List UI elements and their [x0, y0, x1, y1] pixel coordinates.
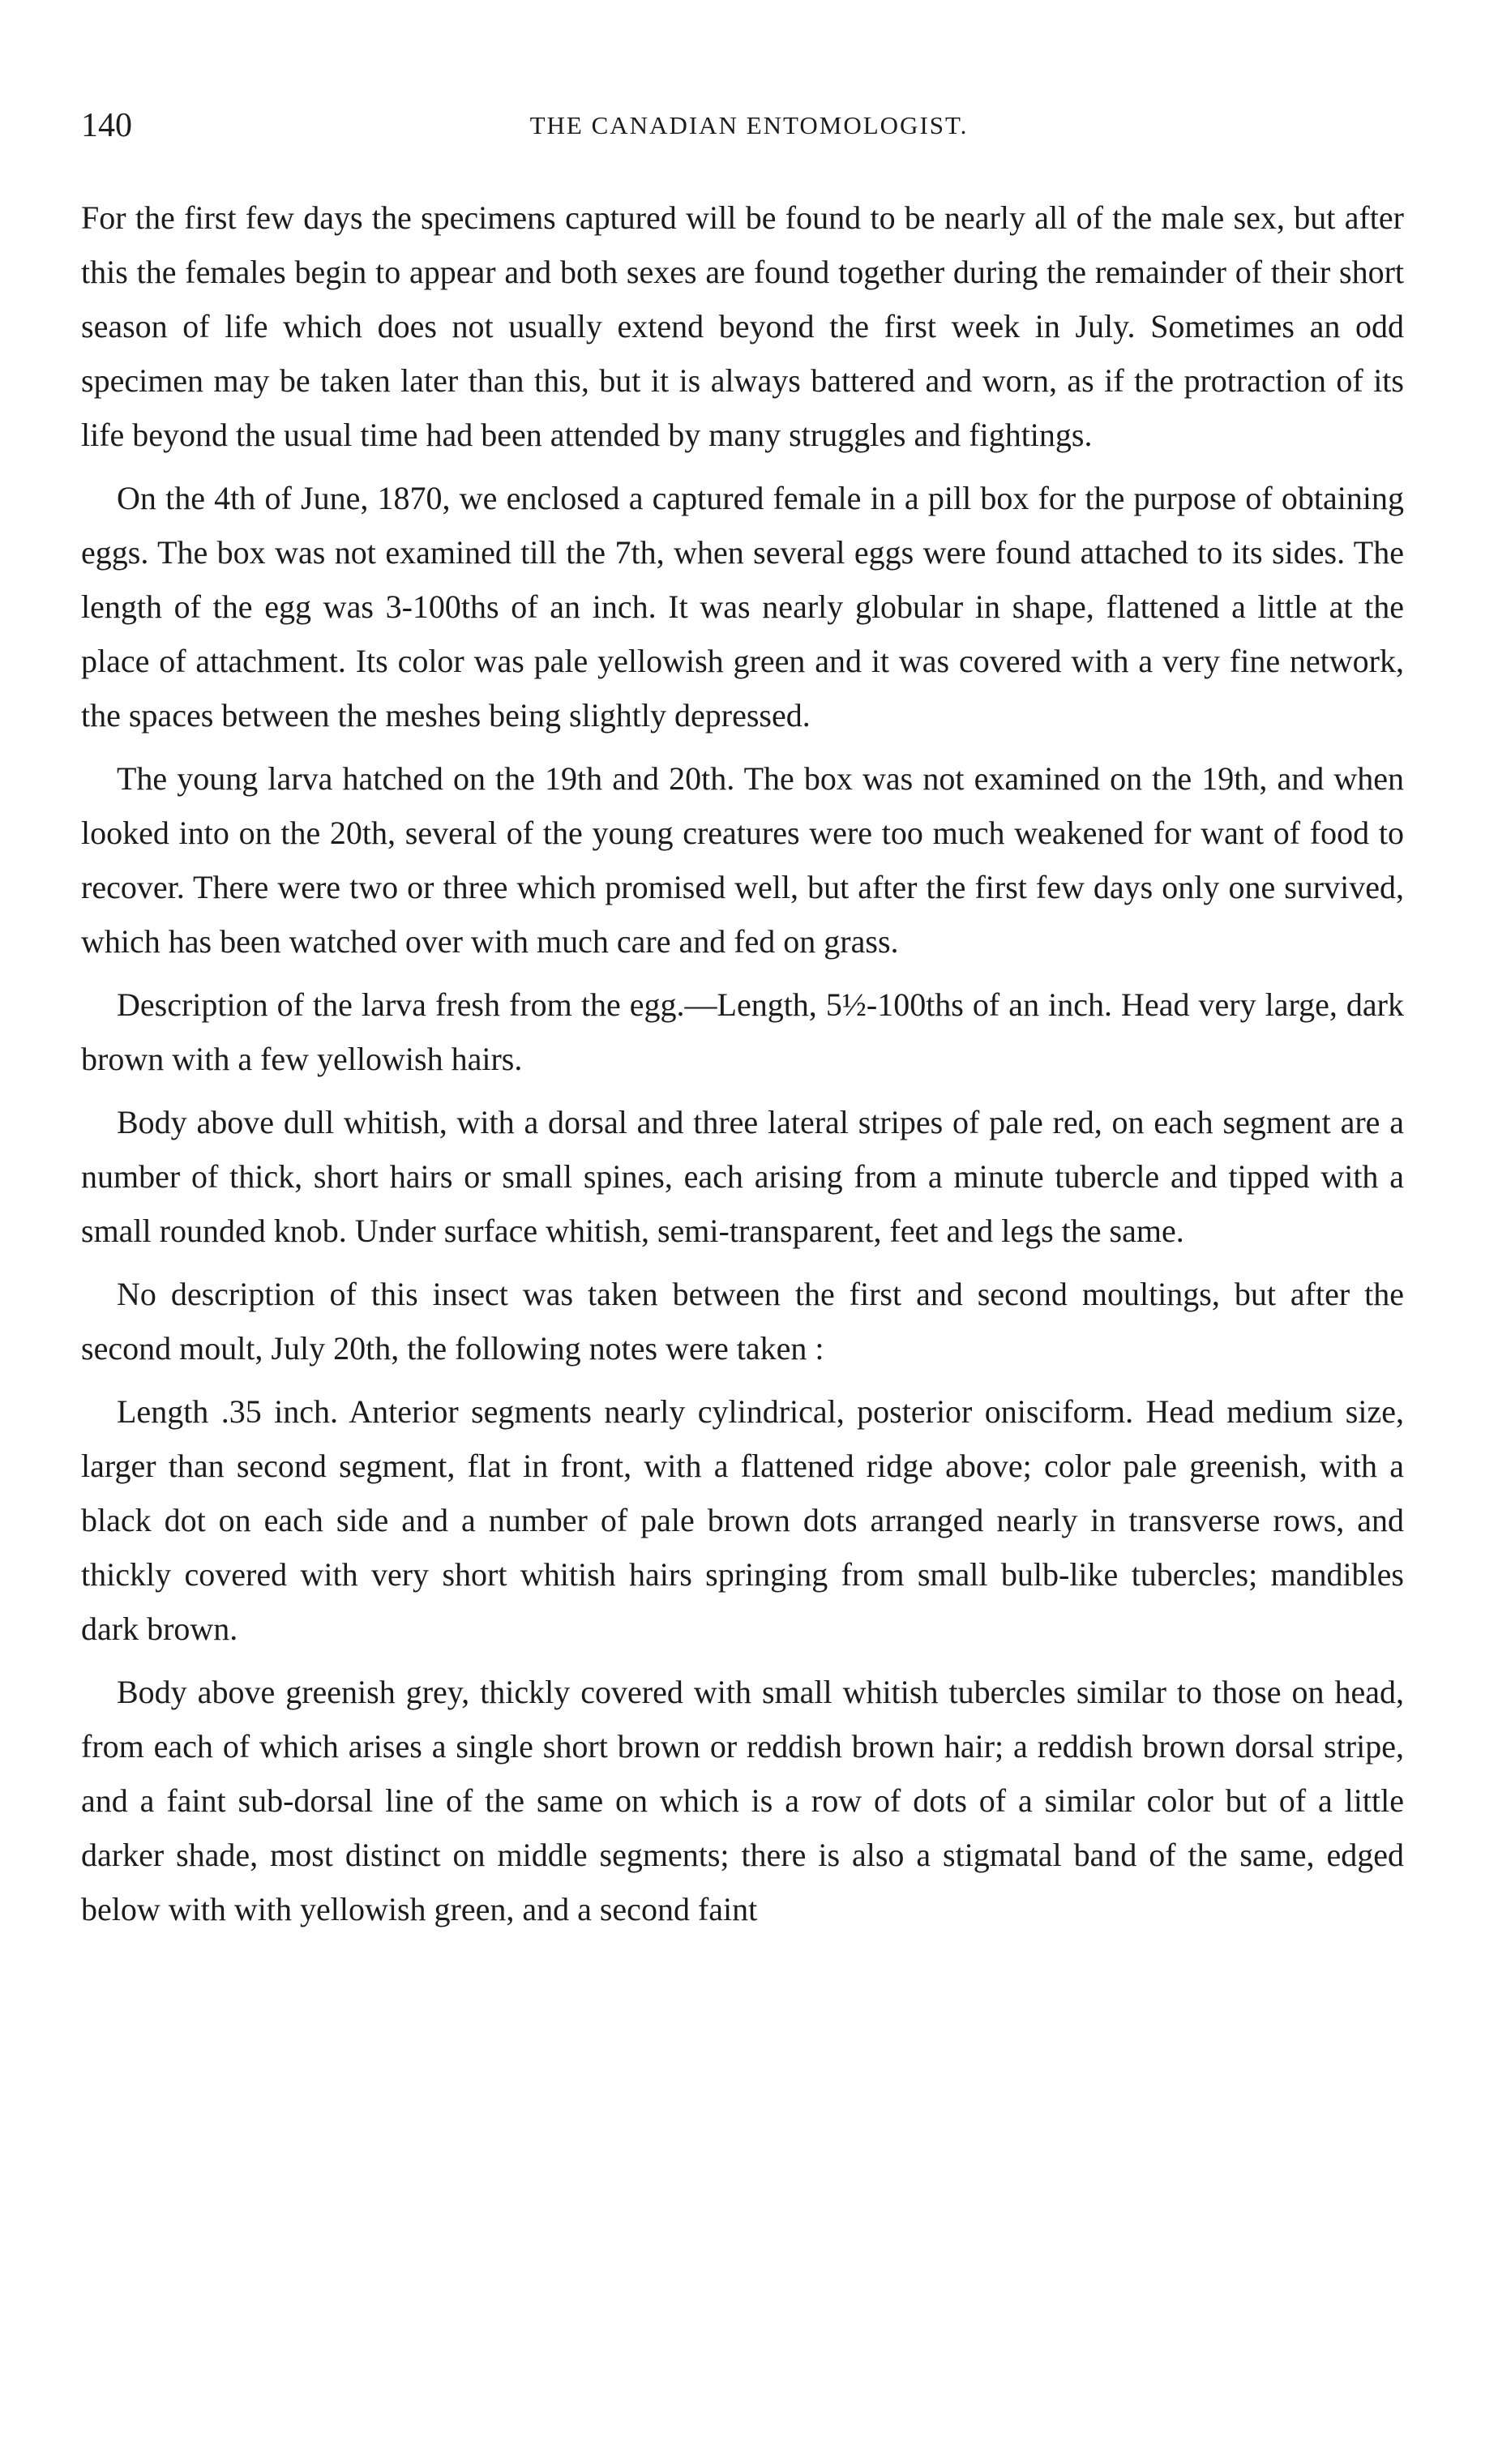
paragraph-6: No description of this insect was taken between the first and second moultings, but after the second moult, July 20th, the following notes were taken :	[81, 1276, 1404, 1367]
paragraph-4: Description of the larva fresh from the egg.—Length, 5½-100ths of an inch. Head very large, dark brown with a few yellowish hairs.	[81, 986, 1404, 1077]
page-number: 140	[81, 107, 132, 144]
paragraph-7: Length .35 inch. Anterior segments nearly cylindrical, posterior onisciform. Head medium size, larger than second segment, flat in front, with a flattened ridge above; color pale greenish, with a black dot on each side and a number of pale brown dots arranged nearly in transverse rows, and thickly covered with very short whitish hairs springing from small bulb-like tubercles; mandibles dark brown.	[81, 1393, 1404, 1647]
paragraph-1: For the first few days the specimens captured will be found to be nearly all of the male sex, but after this the females begin to appear and both sexes are found together during the remainder of their short season of life which does not usually extend beyond the first week in July. Sometimes an odd specimen may be taken later than this, but it is always battered and worn, as if the protraction of its life beyond the usual time had been attended by many struggles and fightings.	[81, 199, 1404, 453]
paragraph-2: On the 4th of June, 1870, we enclosed a captured female in a pill box for the purpose of obtaining eggs. The box was not examined till the 7th, when several eggs were found attached to its sides. The length of the egg was 3-100ths of an inch. It was nearly globular in shape, flattened a little at the place of attachment. Its color was pale yellowish green and it was covered with a very fine network, the spaces between the meshes being slightly depressed.	[81, 480, 1404, 734]
running-head	[81, 101, 1417, 150]
paragraph-8: Body above greenish grey, thickly covered with small whitish tubercles similar to those on head, from each of which arises a single short brown or reddish brown hair; a reddish brown dorsal stripe, and a faint sub-dorsal line of the same on which is a row of dots of a similar color but of a little darker shade, most distinct on middle segments; there is also a stigmatal band of the same, edged below with with yellowish green, and a second faint	[81, 1674, 1404, 1927]
paragraph-3: The young larva hatched on the 19th and 20th. The box was not examined on the 19th, and when looked into on the 20th, several of the young creatures were too much weakened for want of food to recover. There were two or three which promised well, but after the first few days only one survived, which has been watched over with much care and fed on grass.	[81, 760, 1404, 960]
body-text	[81, 190, 1404, 1936]
journal-title: THE CANADIAN ENTOMOLOGIST.	[529, 111, 969, 139]
paragraph-5: Body above dull whitish, with a dorsal and three lateral stripes of pale red, on each segment are a number of thick, short hairs or small spines, each arising from a minute tubercle and tipped with a small rounded knob. Under surface whitish, semi-transparent, feet and legs the same.	[81, 1104, 1404, 1249]
